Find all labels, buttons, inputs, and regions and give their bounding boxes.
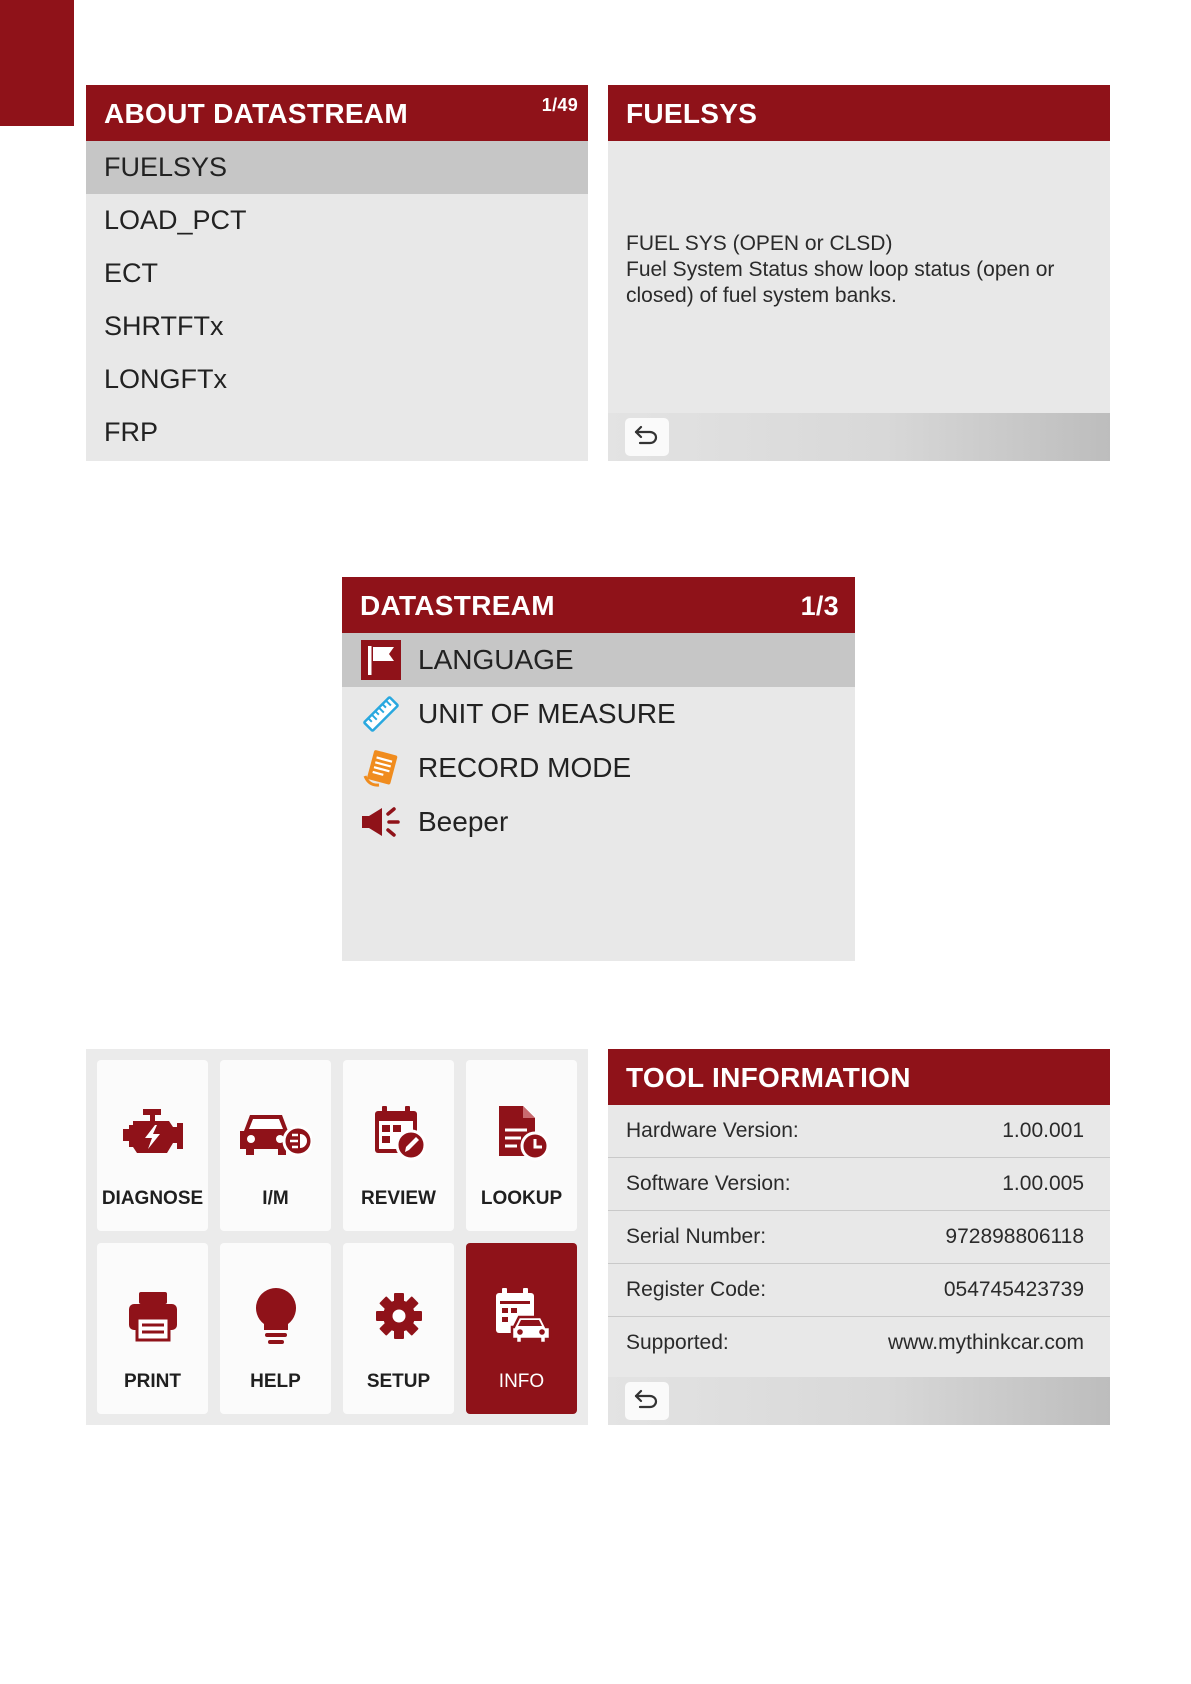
record-icon — [360, 747, 402, 789]
datastream-panel — [342, 577, 855, 961]
tile-label: DIAGNOSE — [101, 1188, 204, 1209]
info-value: www.mythinkcar.com — [887, 1331, 1084, 1354]
tile-lookup[interactable] — [466, 1060, 577, 1231]
tile-label: INFO — [498, 1371, 545, 1392]
footer-bar — [608, 413, 1110, 461]
list-item-load-pct[interactable]: LOAD_PCT — [104, 205, 247, 235]
footer-bar — [608, 1377, 1110, 1425]
info-value: 054745423739 — [943, 1278, 1084, 1301]
info-row-supported — [608, 1317, 1110, 1369]
page-indicator: 1/3 — [800, 591, 839, 621]
lightbulb-icon — [220, 1285, 331, 1347]
datastream-header — [342, 577, 855, 633]
fuelsys-description — [626, 231, 1086, 309]
info-row-register-code — [608, 1264, 1110, 1317]
panel-title: ABOUT DATASTREAM — [104, 98, 408, 129]
tile-review[interactable] — [343, 1060, 454, 1231]
tile-print[interactable] — [97, 1243, 208, 1414]
list-item-fuelsys[interactable]: FUELSYS — [86, 141, 588, 194]
tile-label: PRINT — [124, 1371, 181, 1392]
tile-label: LOOKUP — [480, 1188, 563, 1209]
about-datastream-header — [86, 85, 588, 141]
flag-icon — [360, 639, 402, 681]
list-item-ect[interactable]: ECT — [104, 258, 158, 288]
menu-item-language[interactable] — [342, 633, 855, 687]
tile-label: HELP — [250, 1371, 301, 1392]
tool-information-panel — [608, 1049, 1110, 1425]
panel-title: TOOL INFORMATION — [626, 1062, 911, 1093]
list-item-longftx[interactable]: LONGFTx — [104, 364, 228, 394]
car-emission-icon — [220, 1102, 331, 1164]
engine-icon — [97, 1102, 208, 1164]
info-car-icon — [466, 1285, 577, 1347]
tile-label: SETUP — [366, 1371, 431, 1392]
menu-item-label: UNIT OF MEASURE — [418, 698, 676, 729]
back-button[interactable] — [625, 418, 669, 456]
panel-title: DATASTREAM — [360, 590, 555, 621]
menu-item-label: Beeper — [418, 806, 509, 837]
printer-icon — [97, 1285, 208, 1347]
tile-label: REVIEW — [361, 1188, 436, 1209]
description-line: closed) of fuel system banks. — [626, 284, 897, 307]
page-corner-tab — [0, 0, 74, 126]
tile-info[interactable] — [466, 1243, 577, 1414]
info-value: 972898806118 — [945, 1225, 1084, 1248]
tool-information-header — [608, 1049, 1110, 1105]
menu-item-label: LANGUAGE — [418, 644, 574, 675]
fuelsys-panel — [608, 85, 1110, 461]
tile-im[interactable] — [220, 1060, 331, 1231]
info-row-serial-number — [608, 1211, 1110, 1264]
back-arrow-icon — [633, 1387, 661, 1416]
menu-item-record-mode[interactable] — [342, 741, 855, 795]
back-arrow-icon — [633, 423, 661, 452]
info-label: Serial Number: — [626, 1225, 767, 1248]
list-item-shrtftx[interactable]: SHRTFTx — [104, 311, 224, 341]
info-label: Supported: — [626, 1331, 729, 1354]
description-line: FUEL SYS (OPEN or CLSD) — [626, 232, 893, 255]
list-item-frp[interactable]: FRP — [104, 417, 158, 447]
page-indicator: 1/49 — [541, 95, 578, 115]
speaker-icon — [360, 801, 402, 843]
menu-item-label: RECORD MODE — [418, 752, 632, 783]
menu-item-unit-of-measure[interactable] — [342, 687, 855, 741]
back-button[interactable] — [625, 1382, 669, 1420]
document-clock-icon — [466, 1102, 577, 1164]
info-label: Register Code: — [626, 1278, 767, 1301]
tile-help[interactable] — [220, 1243, 331, 1414]
info-row-hardware-version — [608, 1105, 1110, 1158]
main-menu-grid — [86, 1049, 588, 1425]
calendar-edit-icon — [343, 1102, 454, 1164]
menu-item-beeper[interactable] — [342, 795, 855, 849]
info-row-software-version — [608, 1158, 1110, 1211]
panel-title: FUELSYS — [626, 98, 758, 129]
about-datastream-panel — [86, 85, 588, 461]
tile-diagnose[interactable] — [97, 1060, 208, 1231]
tile-setup[interactable] — [343, 1243, 454, 1414]
tile-label: I/M — [262, 1188, 289, 1209]
info-label: Hardware Version: — [626, 1119, 799, 1142]
fuelsys-header — [608, 85, 1110, 141]
info-value: 1.00.005 — [1002, 1172, 1084, 1195]
gear-icon — [343, 1285, 454, 1347]
info-value: 1.00.001 — [1002, 1119, 1084, 1142]
ruler-icon — [360, 693, 402, 735]
info-label: Software Version: — [626, 1172, 791, 1195]
description-line: Fuel System Status show loop status (open or — [626, 258, 1055, 281]
